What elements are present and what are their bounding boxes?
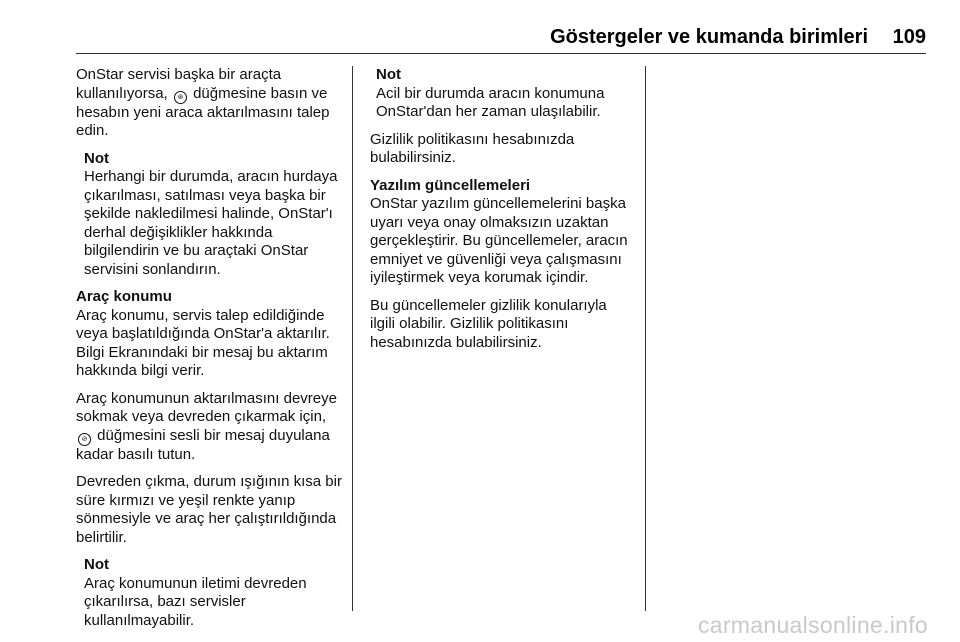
page-header-title: Göstergeler ve kumanda birimleri [550,26,868,48]
onstar-button-icon: ⊛ [174,91,187,104]
column-middle [370,66,632,361]
section-heading: Yazılım güncellemeleri [370,176,531,194]
paragraph: OnStar yazılım güncellemelerini başka uyarı veya onay olmaksızın uzaktan gerçekleştirir. Bu güncellemeler, aracın emniyet ve güvenliği veya çalışmasını iyileştirmek veya korumak içindir. [370,195,628,286]
page-number: 109 [892,26,926,48]
paragraph: Araç konumu, servis talep edildiğinde veya başlatıldığında OnStar'a aktarılır. Bilgi Ekranındaki bir mesaj bu aktarım hakkında bilgi verir. [76,306,330,379]
watermark: carmanualsonline.info [697,612,928,638]
note-text: Herhangi bir durumda, aracın hurdaya çıkarılması, satılması veya başka bir şekilde nakledilmesi halinde, OnStar'ı derhal değişiklikler hakkında bilgilendirin ve bu araçtaki OnStar servisini sonlandırın. [84,168,338,278]
column-divider-1 [352,66,353,611]
paragraph: Gizlilik politikasını hesabınızda bulabilirsiniz. [370,130,575,166]
paragraph: Devreden çıkma, durum ışığının kısa bir süre kırmızı ve yeşil renkte yanıp sönmesiyle ve araç her çalıştırıldığında belirtilir. [76,473,342,546]
paragraph-text: düğmesini sesli bir mesaj duyulana kadar basılı tutun. [76,426,330,463]
privacy-button-icon: ⊘ [78,433,91,446]
header-divider [76,53,926,54]
column-divider-2 [645,66,646,611]
note-title: Not [84,556,109,573]
paragraph [76,66,344,141]
note-title: Not [376,66,401,83]
paragraph: Bu güncellemeler gizlilik konularıyla ilgili olabilir. Gizlilik politikasını hesabınızda bulabilirsiniz. [370,296,607,351]
note-text: Araç konumunun iletimi devreden çıkarılırsa, bazı servisler kullanılmayabilir. [84,574,307,629]
note-block [376,66,632,122]
note-block [84,150,344,280]
note-title: Not [84,149,109,167]
paragraph-text: Araç konumunun aktarılmasını devreye sokmak veya devreden çıkarmak için, [76,389,337,425]
column-left [76,66,344,639]
section-heading: Araç konumu [76,288,172,305]
paragraph [76,390,344,465]
note-text: Acil bir durumda aracın konumuna OnStar'dan her zaman ulaşılabilir. [376,84,605,120]
note-block [84,556,344,630]
paragraph-text: OnStar servisi başka bir araçta kullanılıyorsa, [76,66,282,102]
paragraph-text: düğmesine basın ve hesabın yeni araca aktarılmasını talep edin. [76,84,330,139]
